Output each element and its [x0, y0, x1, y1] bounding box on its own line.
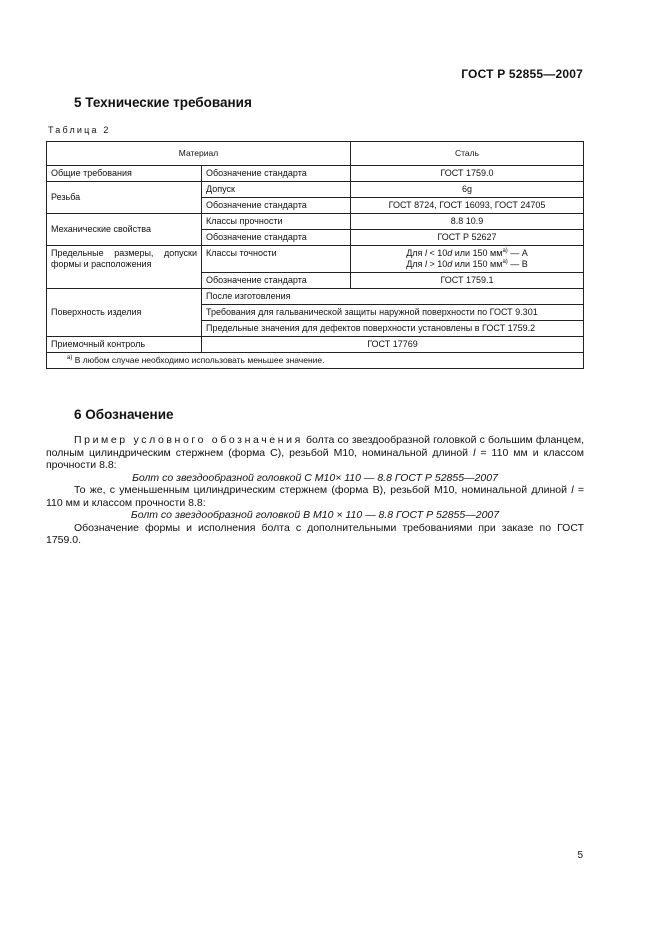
row-label: Предельные размеры, допуски формы и расположения [47, 246, 202, 289]
row-label: Механические свойства [47, 214, 202, 246]
accuracy-line-b: Для l > 10d или 150 $мм^{а)}$ — В [406, 259, 528, 269]
page-number: 5 [577, 850, 583, 861]
table-row [47, 289, 584, 305]
table-footnote: $^{а)}$ В любом случае необходимо использовать меньшее значение. [47, 353, 584, 369]
row-value: ГОСТ 17769 [202, 337, 584, 353]
row-value: ГОСТ 1759.1 [351, 273, 584, 289]
designation-example-2: Болт со звездообразной головкой В М10 × 110 — 8.8 ГОСТ Р 52855—2007 [130, 509, 500, 521]
section-6-body [46, 434, 584, 547]
row-requirement: После изготовления [202, 289, 584, 305]
row-value: ГОСТ Р 52627 [351, 230, 584, 246]
row-value-accuracy [351, 246, 584, 273]
row-label: Поверхность изделия [47, 289, 202, 337]
paragraph-example-1: Пример условного обозначения болта со звездообразной головкой с большим фланцем, полным цилиндрическим стержнем (форма С), резьбой М10, номинальной длиной l = 110 мм и классом прочности 8.8: [46, 434, 584, 471]
table-row [47, 337, 584, 353]
row-property: Обозначение стандарта [202, 230, 351, 246]
document-code: ГОСТ Р 52855—2007 [461, 67, 583, 81]
paragraph-example-2: То же, с уменьшенным цилиндрическим стержнем (форма В), резьбой М10, номинальной длиной l = 110 мм и классом прочности 8.8: [46, 484, 584, 509]
row-property: Обозначение стандарта [202, 166, 351, 182]
row-label: Приемочный контроль [47, 337, 202, 353]
designation-example-1: Болт со звездообразной головкой С М10× 110 — 8.8 ГОСТ Р 52855—2007 [132, 471, 498, 484]
row-label: Общие требования [47, 166, 202, 182]
table-caption: Таблица 2 [48, 125, 111, 135]
table-footnote-row [47, 353, 584, 369]
row-property: Допуск [202, 182, 351, 198]
row-property: Классы прочности [202, 214, 351, 230]
section-6-title: 6 Обозначение [74, 407, 174, 422]
header-material: Материал [47, 142, 351, 166]
table-row [47, 166, 584, 182]
paragraph-order-note: Обозначение формы и исполнения болта с дополнительными требованиями при заказе по ГОСТ 1759.0. [46, 521, 584, 546]
accuracy-line-a: Для l < 10d или 150 $мм^{а)}$ — А [406, 248, 528, 258]
header-steel: Сталь [351, 142, 584, 166]
row-value: 8.8 10.9 [351, 214, 584, 230]
row-requirement: Требования для гальванической защиты наружной поверхности по ГОСТ 9.301 [202, 305, 584, 321]
requirements-table [46, 141, 584, 369]
table-row [47, 182, 584, 198]
table-row [47, 246, 584, 273]
row-requirement: Предельные значения для дефектов поверхности установлены в ГОСТ 1759.2 [202, 321, 584, 337]
row-property: Обозначение стандарта [202, 273, 351, 289]
row-value: ГОСТ 1759.0 [351, 166, 584, 182]
table-row [47, 214, 584, 230]
table-header-row [47, 142, 584, 166]
section-5-title: 5 Технические требования [74, 95, 252, 110]
row-value: 6g [351, 182, 584, 198]
row-property: Обозначение стандарта [202, 198, 351, 214]
row-value: ГОСТ 8724, ГОСТ 16093, ГОСТ 24705 [351, 198, 584, 214]
row-label: Резьба [47, 182, 202, 214]
row-property: Классы точности [202, 246, 351, 273]
